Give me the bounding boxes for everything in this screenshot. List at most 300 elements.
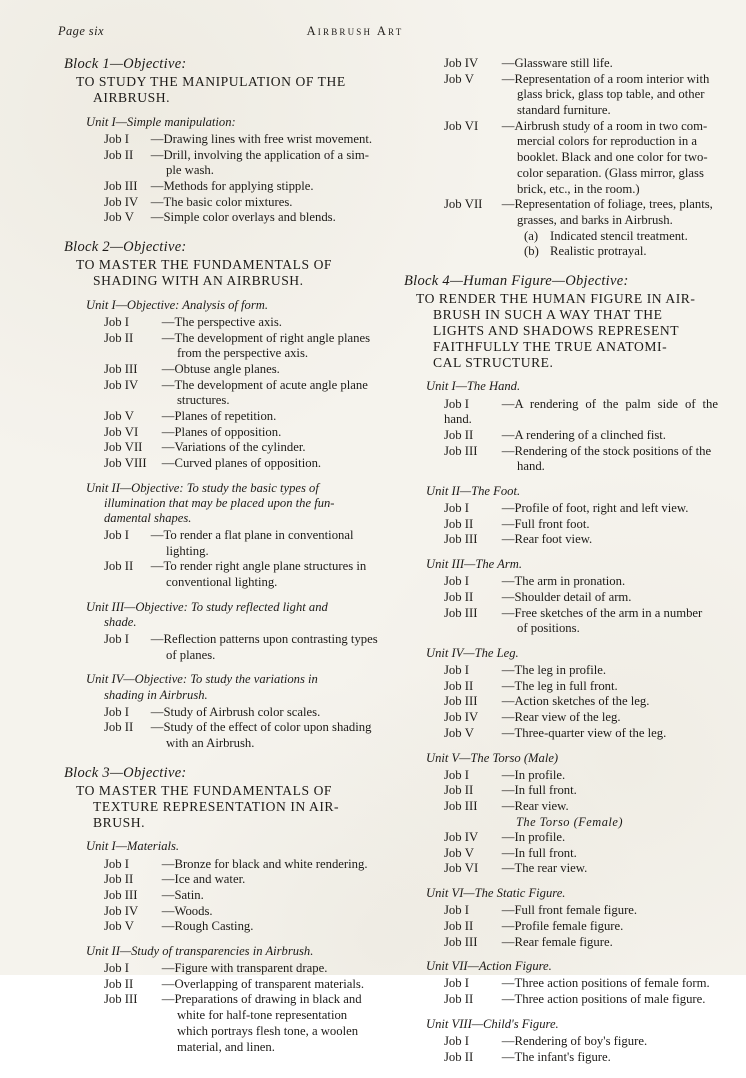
job-text-continuation: grasses, and barks in Airbrush. [517, 212, 673, 227]
job-text: Job III —Rear female figure. [444, 934, 613, 949]
job-text: Job I —Profile of foot, right and left view. [444, 501, 689, 516]
block-objective [416, 291, 718, 370]
job-label-word: Job [444, 118, 465, 133]
job-item [104, 378, 378, 409]
job-numeral: IV [124, 194, 139, 209]
job-label-word: Job [104, 131, 125, 146]
job-sub-marker: (a) [524, 228, 539, 243]
running-head [58, 24, 706, 42]
job-label [444, 397, 502, 413]
job-label [104, 977, 162, 993]
job-label-word: Job [444, 799, 465, 813]
job-item [104, 720, 378, 751]
job-numeral: I [464, 767, 470, 782]
job-numeral: V [124, 409, 134, 424]
job-label [104, 632, 151, 648]
job-label-word: Job [104, 178, 125, 193]
job-numeral: VI [464, 861, 479, 876]
job-text: Job II —Profile female figure. [444, 918, 624, 933]
job-label-word: Job [104, 424, 125, 439]
job-numeral: II [124, 147, 134, 162]
job-text: Job VI —Airbrush study of a room in two com- [444, 118, 708, 133]
block-objective-line: LIGHTS AND SHADOWS REPRESENT [433, 322, 680, 338]
job-label [444, 919, 502, 935]
job-text: Job I —The arm in pronation. [444, 574, 626, 589]
job-label [104, 992, 162, 1008]
unit-heading: Unit III—The Arm. [426, 557, 522, 572]
job-item [104, 440, 378, 456]
unit-heading-continuation: shade. [104, 614, 137, 629]
job-numeral: II [464, 678, 474, 693]
job-label-word: Job [444, 903, 465, 918]
job-sub-item: (b) Realistic protrayal. [524, 244, 647, 259]
job-label-word: Job [444, 992, 465, 1007]
job-list [400, 976, 718, 1007]
job-text: Job II —The development of right angle planes [104, 330, 371, 345]
unit-heading: Unit II—Objective: To study the basic types of illumination that may be placed upon the fun- damental shapes. [86, 481, 378, 526]
job-text: Job IV —Glassware still life. [444, 56, 613, 70]
job-text: Job IV —In profile. [444, 830, 566, 845]
job-label-word: Job [104, 330, 125, 345]
job-item [444, 679, 718, 695]
job-label [444, 119, 502, 135]
job-text: Job III —Preparations of drawing in black and [104, 992, 362, 1007]
job-numeral: II [124, 720, 134, 735]
job-label [444, 679, 502, 695]
job-item [444, 444, 718, 475]
job-label-word: Job [444, 663, 465, 678]
job-item [444, 517, 718, 533]
job-label [104, 425, 162, 441]
job-item [444, 861, 718, 877]
unit-heading: Unit V—The Torso (Male) [426, 750, 559, 765]
job-text: Job II —Drill, involving the application of a sim- [104, 147, 369, 162]
job-list [60, 961, 378, 1055]
job-item [444, 428, 718, 444]
job-label-word: Job [104, 147, 125, 162]
job-item [104, 425, 378, 441]
job-label [104, 362, 162, 378]
job-label-word: Job [444, 396, 465, 411]
block-objective [76, 783, 378, 831]
job-label-word: Job [444, 678, 465, 693]
job-list [60, 857, 378, 935]
job-item [104, 904, 378, 920]
job-label-word: Job [444, 516, 465, 531]
job-label-word: Job [444, 427, 465, 442]
job-numeral: II [124, 330, 134, 345]
job-numeral: I [464, 574, 470, 589]
block-heading: Block 2—Objective: [64, 239, 187, 256]
job-label-word: Job [444, 532, 465, 547]
job-numeral: I [124, 632, 130, 647]
job-item [444, 783, 718, 799]
job-label-word: Job [444, 710, 465, 725]
page-folio: Page six [58, 24, 104, 38]
job-item [104, 362, 378, 378]
job-label-word: Job [104, 210, 125, 225]
job-label [444, 606, 502, 622]
job-label-word: Job [104, 872, 125, 887]
job-label-word: Job [104, 961, 125, 976]
job-item [444, 976, 718, 992]
job-label [444, 976, 502, 992]
job-list [60, 315, 378, 472]
job-text-continuation: glass brick, glass top table, and other [517, 87, 705, 102]
job-label-word: Job [444, 845, 465, 860]
job-item [444, 532, 718, 548]
job-label [104, 132, 151, 148]
job-label [104, 331, 162, 347]
job-item [104, 331, 378, 362]
unit-heading: Unit IV—The Leg. [426, 645, 519, 660]
job-item [444, 919, 718, 935]
unit-heading: Unit VIII—Child's Figure. [426, 1016, 559, 1031]
job-text-continuation: of planes. [166, 647, 216, 662]
job-numeral: V [124, 919, 134, 934]
job-label [104, 559, 151, 575]
job-numeral: II [464, 918, 474, 933]
job-item [104, 559, 378, 590]
job-label-word: Job [444, 443, 465, 458]
job-text: Job II —In full front. [444, 783, 577, 798]
job-text-continuation: mercial colors for reproduction in a [517, 134, 698, 149]
job-label-word: Job [444, 197, 465, 212]
job-numeral: I [124, 856, 130, 871]
unit-heading: Unit IV—Objective: To study the variations in shading in Airbrush. [86, 672, 378, 702]
job-numeral: V [464, 71, 474, 86]
job-numeral: I [124, 131, 130, 146]
job-label-word: Job [444, 976, 465, 991]
job-numeral: III [464, 934, 478, 949]
block-objective-line: TO MASTER THE FUNDAMENTALS OF [76, 782, 333, 798]
left-column [60, 56, 378, 1068]
job-text: Job III —Rear view. [444, 799, 569, 813]
job-numeral: V [464, 725, 474, 740]
job-text: Job VII —Variations of the cylinder. [104, 440, 306, 455]
job-list [400, 1034, 718, 1065]
unit-heading: Unit III—Objective: To study reflected light and shade. [86, 600, 378, 630]
job-label [104, 409, 162, 425]
job-text-continuation: hand. [517, 459, 545, 474]
block-heading: Block 1—Objective: [64, 56, 187, 72]
job-label [444, 532, 502, 548]
job-label [444, 663, 502, 679]
block-objective [76, 257, 378, 289]
job-item [104, 632, 378, 663]
job-label [104, 720, 151, 736]
job-item [444, 846, 718, 862]
job-numeral: II [124, 559, 134, 574]
block-objective-line: FAITHFULLY THE TRUE ANATOMI- [433, 338, 668, 354]
job-item [444, 726, 718, 742]
job-text: Job V —In full front. [444, 845, 577, 860]
job-list [60, 632, 378, 663]
job-list [60, 528, 378, 591]
job-label [104, 378, 162, 394]
job-text-continuation: white for half-tone representation [177, 1008, 348, 1023]
job-label [104, 179, 151, 195]
job-numeral: VI [124, 424, 139, 439]
unit-heading: Unit I—The Hand. [426, 379, 521, 394]
job-numeral: IV [124, 377, 139, 392]
job-text: Job I —Three action positions of female form. [444, 976, 710, 991]
job-label [444, 444, 502, 460]
job-item [444, 830, 718, 846]
job-text: Job V —Three-quarter view of the leg. [444, 725, 667, 740]
job-numeral: II [124, 976, 134, 991]
job-text: Job III —Obtuse angle planes. [104, 361, 280, 376]
job-label [444, 935, 502, 951]
job-item [104, 977, 378, 993]
job-text-continuation: from the perspective axis. [177, 346, 309, 361]
job-item [444, 1034, 718, 1050]
job-label [444, 710, 502, 726]
job-label-word: Job [444, 71, 465, 86]
job-label-word: Job [444, 501, 465, 516]
job-label [104, 148, 151, 164]
job-list [400, 56, 718, 260]
unit-heading-continuation: damental shapes. [104, 511, 192, 525]
job-text-continuation: material, and linen. [177, 1039, 275, 1054]
job-numeral: IV [464, 710, 479, 725]
job-numeral: III [464, 694, 478, 709]
block-objective [76, 74, 378, 106]
unit-heading-continuation: shading in Airbrush. [104, 687, 208, 702]
job-label-word: Job [444, 830, 465, 845]
job-text: Job I —The leg in profile. [444, 663, 607, 678]
job-label-word: Job [444, 783, 465, 798]
job-label-word: Job [104, 409, 125, 424]
job-text: Job II —A rendering of a clinched fist. [444, 427, 666, 442]
section-gap [400, 260, 718, 273]
job-text-continuation: with an Airbrush. [166, 736, 255, 751]
job-label [444, 846, 502, 862]
job-text: Job V —Planes of repetition. [104, 409, 277, 424]
job-numeral: I [124, 704, 130, 719]
job-text: Job VI —The rear view. [444, 861, 588, 876]
job-text-continuation: brick, etc., in the room.) [517, 181, 640, 196]
job-label-word: Job [444, 56, 465, 70]
job-numeral: III [464, 605, 478, 620]
job-label [104, 440, 162, 456]
job-label-word: Job [104, 632, 125, 647]
job-label [104, 210, 151, 226]
job-label-word: Job [104, 194, 125, 209]
job-item [104, 872, 378, 888]
job-text: Job VII —Representation of foliage, trees, plants, [444, 197, 713, 212]
job-label-word: Job [444, 934, 465, 949]
job-label-word: Job [104, 720, 125, 735]
job-numeral: II [464, 1049, 474, 1064]
block-objective-line: AIRBRUSH. [93, 89, 171, 105]
job-item [104, 132, 378, 148]
job-text: Job I —In profile. [444, 767, 566, 782]
job-item [444, 903, 718, 919]
unit-heading: Unit I—Objective: Analysis of form. [86, 297, 269, 312]
job-numeral: VIII [124, 456, 147, 471]
job-text: Job II —The leg in full front. [444, 678, 618, 693]
job-numeral: V [124, 210, 134, 225]
job-item [444, 1050, 718, 1066]
job-numeral: II [464, 427, 474, 442]
job-text: Job I —Reflection patterns upon contrasting types [104, 632, 378, 647]
job-text-continuation: standard furniture. [517, 103, 611, 118]
unit-heading-continuation: illumination that may be placed upon the fun- [104, 495, 335, 510]
job-label-word: Job [104, 314, 125, 329]
block-objective-line: SHADING WITH AN AIRBRUSH. [93, 272, 304, 288]
job-text: Job III —Methods for applying stipple. [104, 178, 314, 193]
job-label-word: Job [104, 992, 125, 1007]
job-item [444, 935, 718, 951]
job-text: Job II —To render right angle plane structures in [104, 559, 367, 574]
job-label [104, 705, 151, 721]
job-label-word: Job [444, 605, 465, 620]
block-objective-line: TEXTURE REPRESENTATION IN AIR- [93, 798, 340, 814]
job-label [444, 574, 502, 590]
job-sub-item: (a) Indicated stencil treatment. [524, 228, 688, 243]
block-objective-line: CAL STRUCTURE. [433, 354, 554, 370]
block-objective-line: TO MASTER THE FUNDAMENTALS OF [76, 257, 333, 273]
job-text: Job I —Full front female figure. [444, 903, 638, 918]
job-text-continuation: lighting. [166, 543, 209, 558]
block-objective-line: TO RENDER THE HUMAN FIGURE IN AIR- [416, 290, 696, 306]
unit-heading: Unit VII—Action Figure. [426, 959, 552, 974]
job-text: Job IV —Rear view of the leg. [444, 710, 621, 725]
job-item [444, 119, 718, 197]
job-item [104, 528, 378, 559]
job-numeral: III [124, 178, 138, 193]
job-text: Job I —A rendering of the palm side of the hand. [444, 396, 718, 427]
job-label [444, 830, 502, 846]
job-text: Job II —The infant's figure. [444, 1049, 611, 1064]
job-text: Job I —Rendering of boy's figure. [444, 1033, 648, 1048]
job-label [104, 456, 162, 472]
job-item [444, 768, 718, 784]
job-text: Job V —Rough Casting. [104, 919, 254, 934]
job-item [104, 210, 378, 226]
job-label [444, 903, 502, 919]
job-numeral: I [124, 528, 130, 543]
job-label [444, 517, 502, 533]
job-text-continuation: booklet. Black and one color for two- [517, 150, 708, 165]
job-label-word: Job [444, 918, 465, 933]
job-label [444, 694, 502, 710]
job-label-word: Job [444, 861, 465, 876]
job-label-word: Job [104, 361, 125, 376]
job-text: Job I —To render a flat plane in conventional [104, 528, 354, 543]
job-label [444, 799, 502, 815]
job-text: Job III —Rear foot view. [444, 532, 593, 547]
unit-heading: Unit II—Study of transparencies in Airbrush. [86, 943, 314, 958]
job-item [444, 501, 718, 517]
job-item [444, 606, 718, 637]
unit-heading: Unit I—Simple manipulation: [86, 114, 236, 129]
job-item [444, 574, 718, 590]
block-heading: Block 4—Human Figure—Objective: [404, 272, 629, 289]
job-text: Job II —Ice and water. [104, 872, 246, 887]
unit-heading: Unit II—The Foot. [426, 483, 521, 498]
job-text: Job I —Study of Airbrush color scales. [104, 704, 321, 719]
job-list [400, 768, 718, 878]
job-label-word: Job [104, 456, 125, 471]
section-gap [60, 752, 378, 765]
job-item [444, 56, 718, 72]
job-item [104, 148, 378, 179]
job-numeral: II [464, 992, 474, 1007]
job-text-continuation: ple wash. [166, 163, 214, 178]
job-label-word: Job [104, 559, 125, 574]
section-gap [60, 226, 378, 239]
job-label [444, 1050, 502, 1066]
job-text: Job II —Overlapping of transparent materials. [104, 976, 365, 991]
job-item [444, 799, 718, 815]
job-item [104, 961, 378, 977]
job-label [104, 857, 162, 873]
job-item [104, 409, 378, 425]
job-numeral: V [464, 845, 474, 860]
right-column [400, 56, 718, 1078]
job-numeral: II [464, 783, 474, 798]
job-numeral: III [464, 532, 478, 547]
job-label [444, 197, 502, 213]
job-item [444, 590, 718, 606]
job-text-continuation: of positions. [517, 621, 580, 636]
job-label-word: Job [104, 976, 125, 991]
job-text: Job II —Study of the effect of color upon shading [104, 720, 372, 735]
job-text: Job III —Action sketches of the leg. [444, 694, 650, 709]
job-label [104, 315, 162, 331]
job-text: Job III —Satin. [104, 887, 204, 902]
job-label-word: Job [104, 887, 125, 902]
section-gap [400, 1065, 718, 1078]
job-list [400, 397, 718, 475]
unit-heading: Unit I—Materials. [86, 839, 180, 854]
job-item [104, 456, 378, 472]
job-label-word: Job [444, 725, 465, 740]
job-numeral: I [124, 314, 130, 329]
job-label [444, 1034, 502, 1050]
job-label-word: Job [104, 704, 125, 719]
job-numeral: VI [464, 118, 479, 133]
job-numeral: III [464, 799, 478, 813]
job-list [60, 132, 378, 226]
job-label-word: Job [104, 528, 125, 543]
job-text: Job I —Bronze for black and white rendering. [104, 856, 368, 871]
job-label [104, 961, 162, 977]
job-text-continuation: structures. [177, 393, 230, 408]
job-numeral: III [464, 443, 478, 458]
job-text: Job I —Drawing lines with free wrist movement. [104, 131, 373, 146]
job-label [444, 768, 502, 784]
job-numeral: VII [124, 440, 143, 455]
job-numeral: I [464, 396, 470, 411]
job-text-continuation: conventional lighting. [166, 575, 278, 590]
job-label-word: Job [444, 574, 465, 589]
job-item [444, 992, 718, 1008]
unit-heading: Unit VI—The Static Figure. [426, 886, 566, 901]
job-sub-marker: (b) [524, 244, 539, 259]
job-label [444, 428, 502, 444]
job-numeral: IV [464, 830, 479, 845]
job-label [104, 919, 162, 935]
job-label-word: Job [104, 919, 125, 934]
job-label-word: Job [444, 1049, 465, 1064]
job-text: Job III —Free sketches of the arm in a number [444, 605, 703, 620]
job-numeral: I [124, 961, 130, 976]
torso-female-subheading: The Torso (Female) [516, 814, 623, 829]
job-item [444, 694, 718, 710]
